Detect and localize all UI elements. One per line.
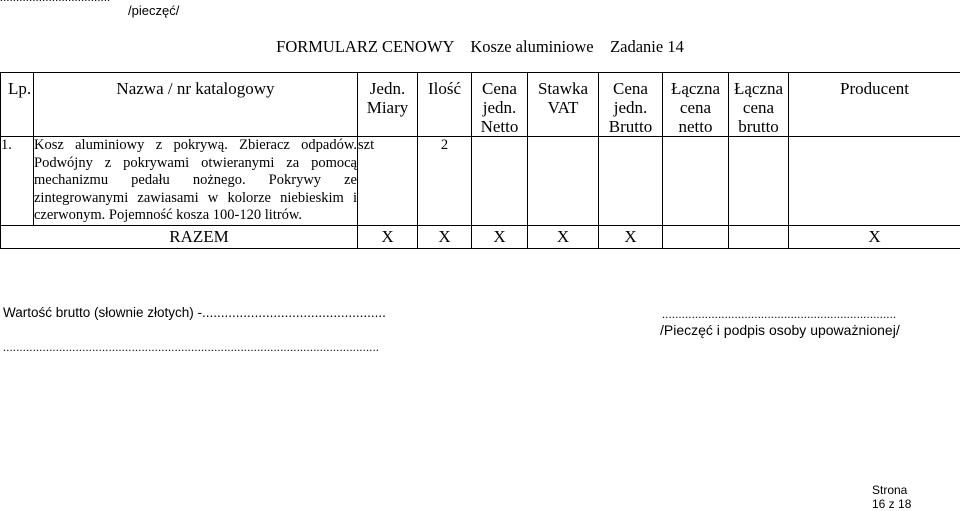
page-label: Strona [872, 483, 907, 497]
summary-label: RAZEM [1, 225, 358, 248]
cell-qty: 2 [418, 137, 472, 226]
summary-cell[interactable] [663, 225, 729, 248]
col-producer: Producent [789, 73, 960, 137]
col-total-net: Łączna cena netto [663, 73, 729, 137]
form-title: FORMULARZ CENOWY Kosze aluminiowe Zadanie 14 [0, 37, 960, 57]
summary-cell: X [528, 225, 599, 248]
summary-cell: X [358, 225, 418, 248]
cell-total-net[interactable] [663, 137, 729, 226]
top-dotted-line [0, 0, 111, 4]
page-number [872, 483, 960, 511]
col-lp: Lp. [1, 73, 34, 137]
summary-cell[interactable] [729, 225, 789, 248]
amount-in-words-dots: .................................................................................................................. [3, 340, 379, 355]
page-of: 16 z 18 [872, 497, 911, 511]
cell-producer[interactable] [789, 137, 960, 226]
cell-vat[interactable] [528, 137, 599, 226]
table-row [1, 137, 960, 226]
cell-gross-price[interactable] [599, 137, 663, 226]
col-vat: Stawka VAT [528, 73, 599, 137]
summary-cell: X [599, 225, 663, 248]
col-unit: Jedn. Miary [358, 73, 418, 137]
summary-cell: X [418, 225, 472, 248]
amount-in-words-label: Wartość brutto (słownie złotych) -................................................. [3, 305, 386, 320]
cell-net-price[interactable] [472, 137, 528, 226]
col-name: Nazwa / nr katalogowy [34, 73, 358, 137]
col-qty: Ilość [418, 73, 472, 137]
table-header-row [1, 73, 960, 137]
cell-unit: szt [358, 137, 418, 226]
col-net-price: Cena jedn. Netto [472, 73, 528, 137]
summary-cell: X [472, 225, 528, 248]
price-table [0, 72, 960, 249]
signature-dots: ....................................................................... [662, 307, 896, 322]
seal-label: /pieczęć/ [128, 3, 179, 18]
col-total-gross: Łączna cena brutto [729, 73, 789, 137]
summary-cell: X [789, 225, 960, 248]
cell-lp: 1. [1, 137, 34, 226]
summary-row [1, 225, 960, 248]
cell-total-gross[interactable] [729, 137, 789, 226]
col-gross-price: Cena jedn. Brutto [599, 73, 663, 137]
cell-name: Kosz aluminiowy z pokrywą. Zbieracz odpadów. Podwójny z pokrywami otwieranymi za pomocą mechanizmu pedału nożnego. Pokrywy ze zintegrowanymi zawiasami w kolorze niebieskim i czerwonym. Pojemność kosza 100-120 litrów. [34, 137, 358, 226]
signature-label: /Pieczęć i podpis osoby upoważnionej/ [660, 322, 900, 338]
